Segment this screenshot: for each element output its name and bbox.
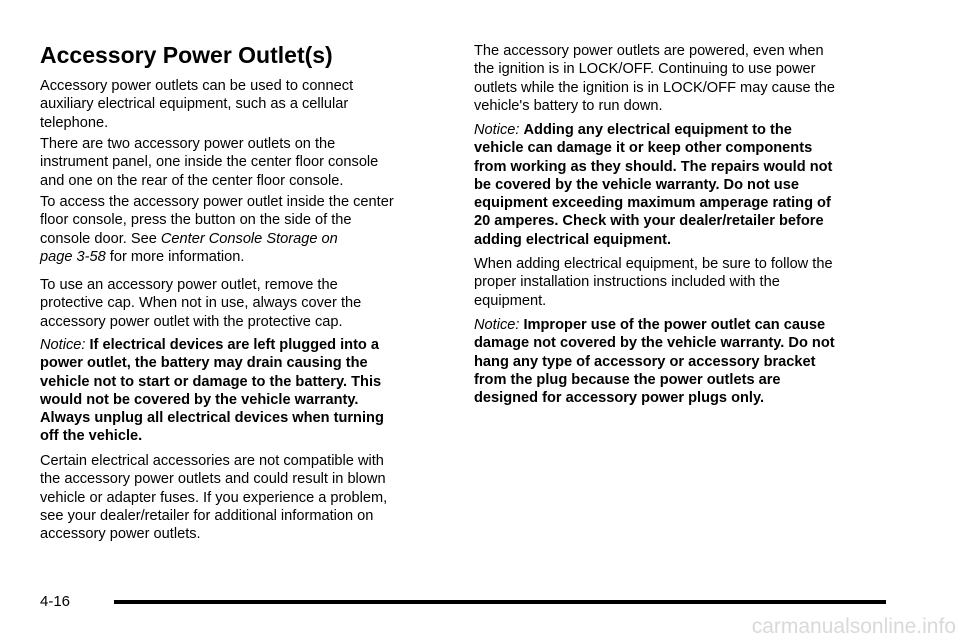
compatibility-paragraph: Certain electrical accessories are not compatible with the accessory power outlets and could result in blown vehicle or adapter fuses. If you experience a problem, see your dealer/retailer for additional information on accessory power outlets.	[40, 453, 388, 543]
access-text-start: To access the accessory power outlet inside the center floor console, press the button on the side of the console door. See	[40, 194, 394, 247]
usage-paragraph: To use an accessory power outlet, remove the protective cap. When not in use, always cover the accessory power outlet with the protective cap.	[40, 277, 362, 330]
section-title: Accessory Power Outlet(s)	[40, 42, 333, 68]
intro-paragraph: Accessory power outlets can be used to connect auxiliary electrical equipment, such as a cellular telephone.	[40, 78, 354, 131]
notice-battery	[40, 336, 384, 446]
notice-label: Notice:	[474, 122, 520, 138]
notice-label: Notice:	[474, 317, 520, 333]
page-number: 4-16	[40, 593, 71, 610]
cross-reference-link[interactable]: Center Console Storage on page 3‑58	[40, 230, 338, 265]
access-paragraph	[40, 193, 394, 266]
notice-equipment	[474, 121, 832, 249]
installation-paragraph: When adding electrical equipment, be sure to follow the proper installation instructions included with the equipment.	[474, 256, 833, 309]
notice-text: Improper use of the power outlet can cause damage not covered by the vehicle warranty. Do not hang any type of accessory or accessory bracket from the plug because the power outlets are designed for accessory power plugs only.	[474, 317, 835, 407]
notice-label: Notice:	[40, 337, 86, 353]
footer-divider	[114, 600, 886, 604]
ignition-paragraph: The accessory power outlets are powered, even when the ignition is in LOCK/OFF. Continuing to use power outlets while the ignition is in LOCK/OFF may cause the vehicle's battery to run down.	[474, 43, 835, 114]
notice-improper-use	[474, 316, 835, 407]
notice-text: Adding any electrical equipment to the vehicle can damage it or keep other components from working as they should. The repairs would not be covered by the vehicle warranty. Do not use equipment exceeding maximum amperage rating of 20 amperes. Check with your dealer/retailer before adding electrical equipment.	[474, 122, 833, 248]
outlet-locations-paragraph: There are two accessory power outlets on the instrument panel, one inside the center floor console and one on the rear of the center floor console.	[40, 136, 379, 189]
watermark-text: carmanualsonline.info	[751, 615, 956, 638]
notice-text: If electrical devices are left plugged into a power outlet, the battery may drain causing the vehicle not to start or damage to the battery. This would not be covered by the vehicle warranty. Always unplug all electrical devices when turning off the vehicle.	[40, 337, 384, 445]
access-text-end: for more information.	[105, 248, 245, 265]
